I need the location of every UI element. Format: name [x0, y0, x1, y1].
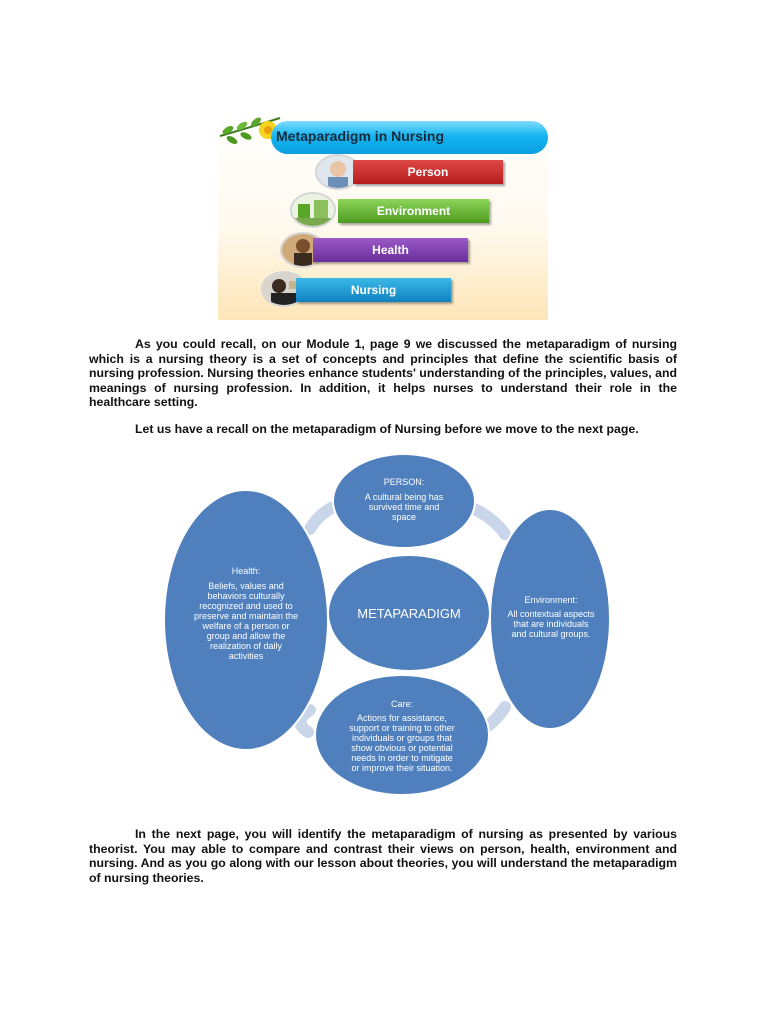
health-line-8: activities — [228, 651, 264, 661]
bar-person: Person — [353, 160, 503, 184]
bar-health: Health — [313, 238, 468, 262]
care-line-1: Actions for assistance, — [356, 713, 448, 723]
person-title: PERSON: — [383, 477, 425, 487]
infographic-title: Metaparadigm in Nursing — [276, 128, 445, 144]
care-line-5: needs in order to mitigate — [351, 753, 453, 763]
person-line-2: survived time and — [368, 502, 440, 512]
paragraph-recall — [89, 337, 677, 410]
connector-person-environment — [470, 507, 505, 534]
health-line-1: Beliefs, values and — [208, 581, 284, 591]
environment-line-1: All contextual aspects — [507, 609, 595, 619]
paragraph-recall-text: As you could recall, on our Module 1, page 9 we discussed the metaparadigm of nursing which is a nursing theory is a set of concepts and principles that define the scientific basis of nursing profession. Nursing theories enhance students' understanding of the principles, values, and meanings of nursing profession. In addition, it helps nurses to understand their role in the healthcare setting. — [89, 337, 677, 410]
paragraph-next-page-text: In the next page, you will identify the metaparadigm of nursing as presented by various theorist. You may able to compare and contrast their views on person, health, environment and nursing. And as you go along with our lesson about theories, you will understand the metaparadigm of nursing theories. — [89, 827, 677, 885]
care-line-6: or improve their situation. — [351, 763, 453, 773]
care-line-2: support or training to other — [349, 723, 455, 733]
health-line-5: welfare of a person or — [202, 621, 290, 631]
paragraph-next-page — [89, 827, 677, 885]
environment-line-3: and cultural groups. — [511, 629, 591, 639]
environment-photo — [290, 192, 336, 228]
center-label: METAPARADIGM — [357, 606, 461, 621]
health-line-3: recognized and used to — [199, 601, 293, 611]
person-line-3: space — [391, 512, 417, 522]
health-title: Health: — [231, 566, 261, 576]
environment-title: Environment: — [524, 595, 578, 605]
metaparadigm-infographic — [218, 108, 548, 320]
care-line-3: individuals or groups that — [351, 733, 453, 743]
paragraph-lets-recall — [89, 422, 677, 437]
paragraph-lets-recall-text: Let us have a recall on the metaparadigm of Nursing before we move to the next page. — [135, 422, 639, 436]
health-line-7: realization of daily — [209, 641, 283, 651]
health-line-4: preserve and maintain the — [193, 611, 299, 621]
metaparadigm-cycle-diagram — [160, 452, 620, 802]
bar-nursing: Nursing — [296, 278, 451, 302]
person-line-1: A cultural being has — [364, 492, 444, 502]
care-line-4: show obvious or potential — [351, 743, 453, 753]
environment-line-2: that are individuals — [513, 619, 589, 629]
care-title: Care: — [390, 699, 414, 709]
health-line-2: behaviors culturally — [207, 591, 285, 601]
bar-environment: Environment — [338, 199, 489, 223]
health-line-6: group and allow the — [206, 631, 286, 641]
